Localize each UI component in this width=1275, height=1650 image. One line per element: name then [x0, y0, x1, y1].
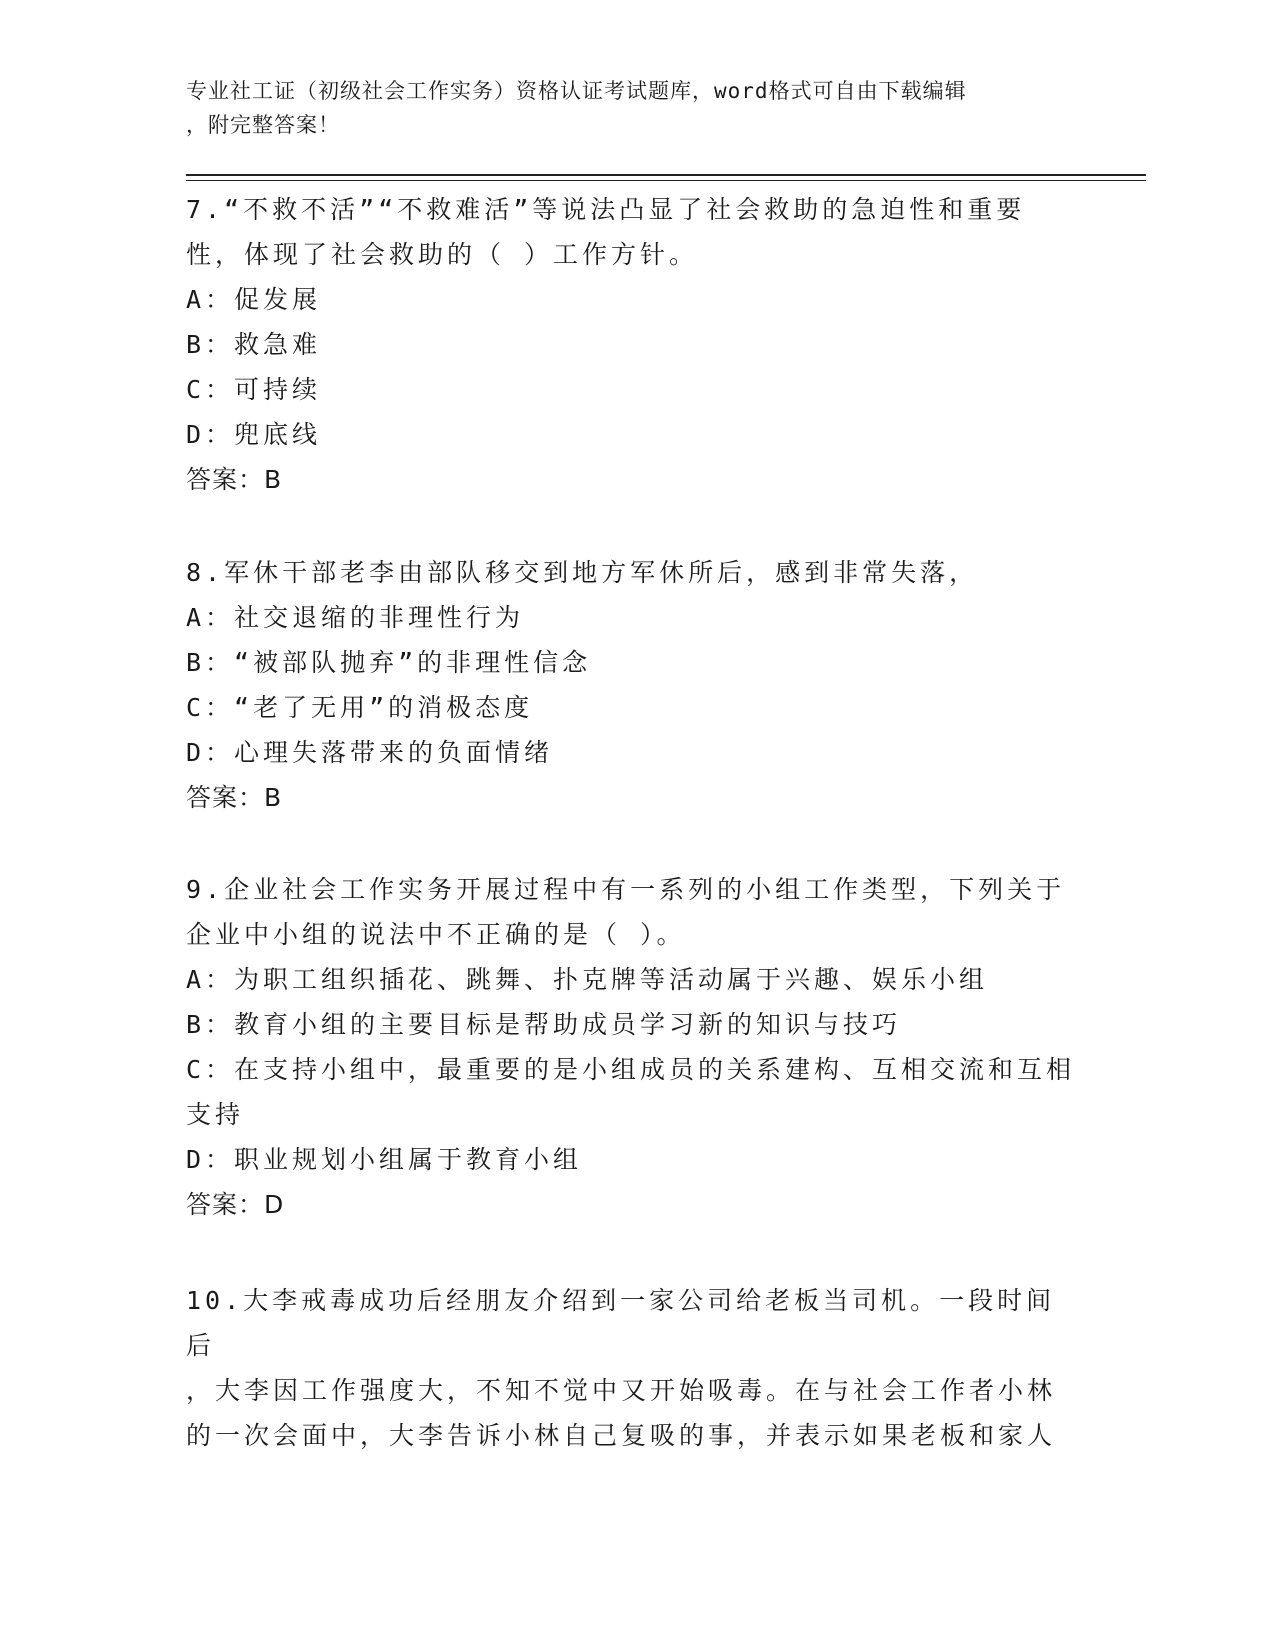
question-stem-line: 9.企业社会工作实务开展过程中有一系列的小组工作类型，下列关于	[186, 875, 1066, 904]
option-c-continued: 支持	[186, 1100, 245, 1129]
header-divider-thick	[186, 174, 1146, 176]
answer: 答案：B	[186, 783, 283, 812]
question-8	[186, 550, 1066, 820]
option-d: D：职业规划小组属于教育小组	[186, 1145, 583, 1174]
question-9	[186, 867, 1076, 1227]
answer: 答案：B	[186, 465, 283, 494]
question-stem-line: 10.大李戒毒成功后经朋友介绍到一家公司给老板当司机。一段时间后	[186, 1286, 1056, 1360]
option-d: D：心理失落带来的负面情绪	[186, 738, 554, 767]
question-10	[186, 1278, 1066, 1458]
option-c: C：在支持小组中，最重要的是小组成员的关系建构、互相交流和互相	[186, 1055, 1076, 1084]
header-title-line-2: ，附完整答案！	[186, 113, 340, 137]
option-c: C：可持续	[186, 375, 322, 404]
question-stem-line: 8.军休干部老李由部队移交到地方军休所后，感到非常失落，	[186, 558, 979, 587]
option-a: A：社交退缩的非理性行为	[186, 603, 525, 632]
option-d: D：兜底线	[186, 420, 322, 449]
document-header	[186, 74, 1066, 142]
question-stem-line: 性，体现了社会救助的（ ）工作方针。	[186, 240, 699, 269]
answer: 答案：D	[186, 1190, 285, 1219]
option-c: C：“老了无用”的消极态度	[186, 693, 534, 722]
question-stem-line: ，大李因工作强度大，不知不觉中又开始吸毒。在与社会工作者小林	[186, 1376, 1057, 1405]
option-b: B：救急难	[186, 330, 322, 359]
option-b: B：“被部队抛弃”的非理性信念	[186, 648, 592, 677]
option-b: B：教育小组的主要目标是帮助成员学习新的知识与技巧	[186, 1010, 902, 1039]
option-a: A：为职工组织插花、跳舞、扑克牌等活动属于兴趣、娱乐小组	[186, 965, 989, 994]
question-stem-line: 的一次会面中，大李告诉小林自己复吸的事，并表示如果老板和家人	[186, 1421, 1057, 1450]
question-7	[186, 187, 1066, 502]
question-stem-line: 7.“不救不活”“不救难活”等说法凸显了社会救助的急迫性和重要	[186, 195, 1026, 224]
header-title-line-1: 专业社工证（初级社会工作实务）资格认证考试题库，word格式可自由下载编辑	[186, 79, 967, 103]
option-a: A：促发展	[186, 285, 322, 314]
header-divider-thin	[186, 180, 1146, 181]
question-stem-line: 企业中小组的说法中不正确的是（ ）。	[186, 920, 686, 949]
